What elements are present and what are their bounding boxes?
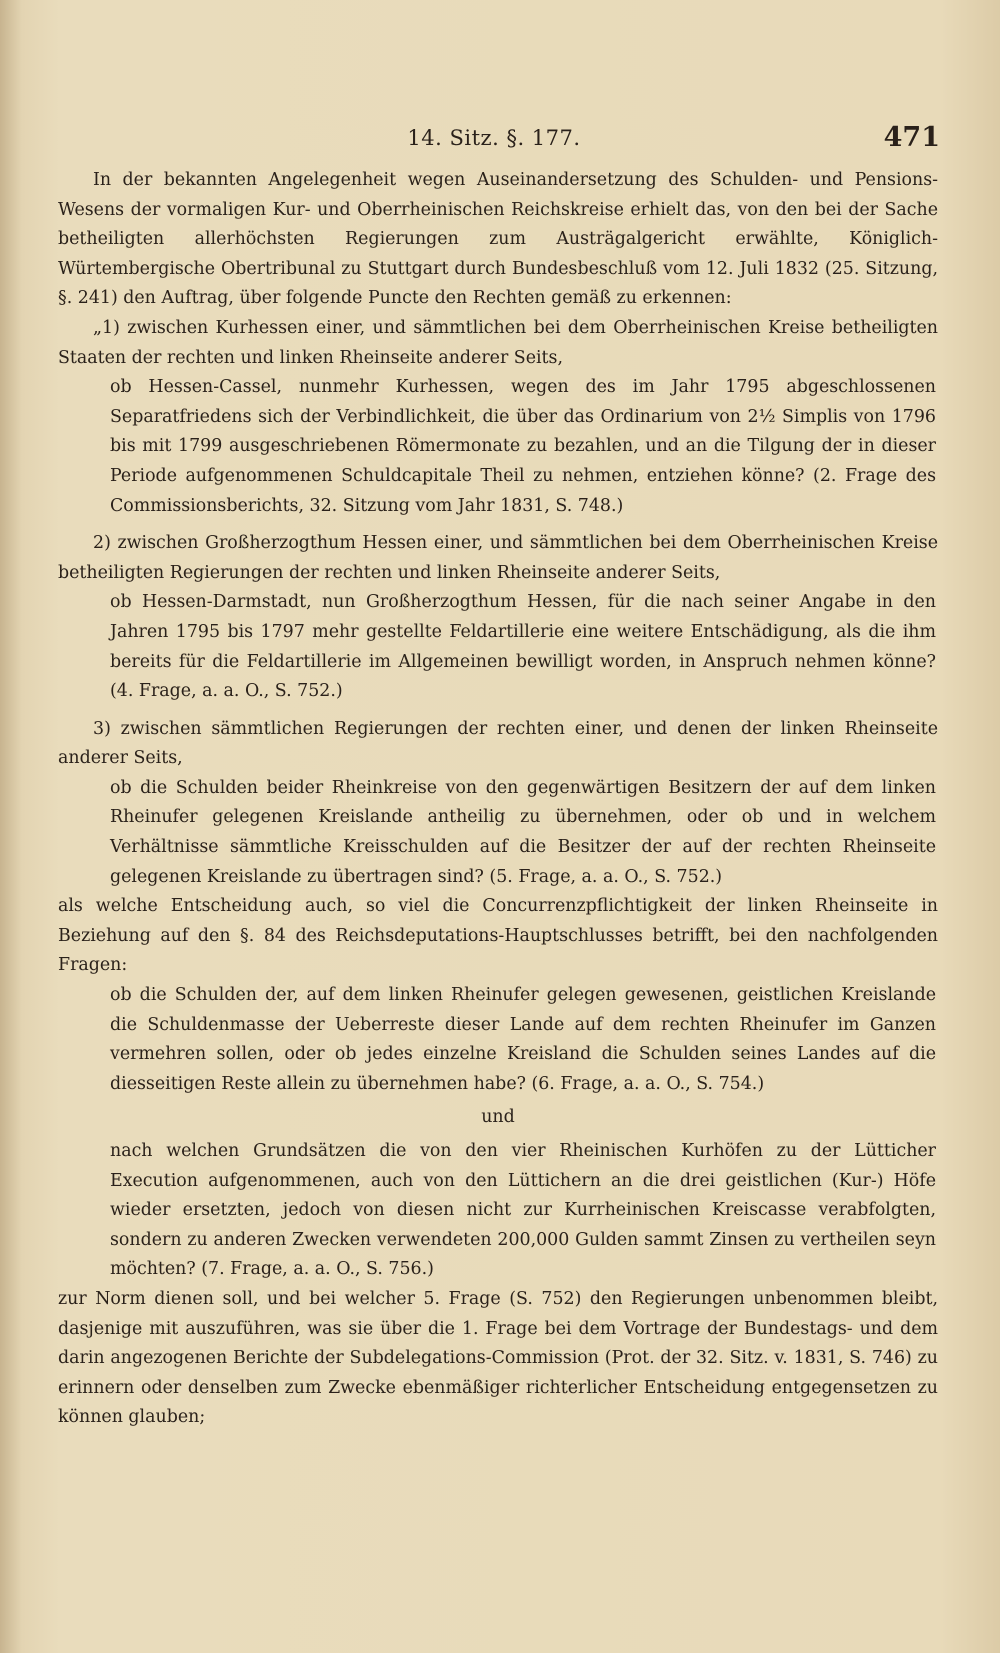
item-3-continuation: als welche Entscheidung auch, so viel die Concurrenzpflichtigkeit der linken Rheinseite in Beziehung auf den §. 84 des Reichsdeputations-Hauptschlusses betrifft, bei den nachfolgenden Fragen: — [58, 896, 938, 976]
connector-word: und — [481, 1107, 515, 1128]
closing-paragraph: zur Norm dienen soll, und bei welcher 5. Frage (S. 752) den Regierungen unbenommen bleibt, dasjenige mit auszuführen, was sie über die 1. Frage bei dem Vortrage der Bundestags- und dem darin angezogenen Berichte der Subdelegations-Commission (Prot. der 32. Sitz. v. 1831, S. 746) zu erinnern oder denselben zum Zwecke ebenmäßiger richterlicher Entscheidung entgegensetzen zu können glauben; — [58, 1288, 938, 1428]
item-2-parties: 2) zwischen Großherzogthum Hessen einer, und sämmtlichen bei dem Oberrheinischen Kreise betheiligten Regierungen der rechten und linken Rheinseite anderer Seits, — [58, 533, 938, 583]
item-3-question: ob die Schulden beider Rheinkreise von den gegenwärtigen Besitzern der auf dem linken Rheinufer gelegenen Kreislande antheilig zu übernehmen, oder ob und in welchem Verhältnisse sämmtliche Kreisschulden auf die Besitzer der auf der rechten Rheinseite gelegenen Kreislande zu übertragen sind? (5. Frage, a. a. O., S. 752.) — [110, 777, 936, 887]
intro-paragraph: In der bekannten Angelegenheit wegen Auseinandersetzung des Schulden- und Pensions-Wesens der vormaligen Kur- und Oberrheinischen Reichskreise erhielt das, von den bei der Sache betheiligten allerhöchsten Regierungen zum Austrägalgericht erwählte, Königlich-Würtembergische Obertribunal zu Stuttgart durch Bundesbeschluß vom 12. Juli 1832 (25. Sitzung, §. 241) den Auftrag, über folgende Puncte den Rechten gemäß zu erkennen: — [58, 170, 938, 309]
page-header — [48, 122, 940, 162]
question-7: nach welchen Grundsätzen die von den vier Rheinischen Kurhöfen zu der Lütticher Execution aufgenommenen, auch von den Lüttichern an die drei geistlichen (Kur-) Höfe wieder ersetzten, jedoch von diesen nicht zur Kurrheinischen Kreiscasse verabfolgten, sondern zu anderen Zwecken verwendeten 200,000 Gulden sammt Zinsen zu vertheilen seyn möchten? (7. Frage, a. a. O., S. 756.) — [110, 1141, 936, 1280]
question-6: ob die Schulden der, auf dem linken Rheinufer gelegen gewesenen, geistlichen Kreislande die Schuldenmasse der Ueberreste dieser Lande auf dem rechten Rheinufer im Ganzen vermehren sollen, oder ob jedes einzelne Kreisland die Schulden seines Landes auf die diesseitigen Reste allein zu übernehmen habe? (6. Frage, a. a. O., S. 754.) — [110, 985, 936, 1094]
item-3-parties: 3) zwischen sämmtlichen Regierungen der rechten einer, und denen der linken Rheinseite anderer Seits, — [58, 718, 938, 769]
page-number: 471 — [883, 122, 940, 153]
item-2-question: ob Hessen-Darmstadt, nun Großherzogthum Hessen, für die nach seiner Angabe in den Jahren 1795 bis 1797 mehr gestellte Feldartillerie eine weitere Entschädigung, als die ihm bereits für die Feldartillerie im Allgemeinen bewilligt worden, in Anspruch nehmen könne? (4. Frage, a. a. O., S. 752.) — [110, 592, 936, 702]
body-text — [58, 166, 938, 1433]
item-1-question: ob Hessen-Cassel, nunmehr Kurhessen, wegen des im Jahr 1795 abgeschlossenen Separatfriedens sich der Verbindlichkeit, die über das Ordinarium von 2½ Simplis von 1796 bis mit 1799 ausgeschriebenen Römermonate zu bezahlen, und an die Tilgung der in dieser Periode aufgenommenen Schuldcapitale Theil zu nehmen, entziehen könne? (2. Frage des Commissionsberichts, 32. Sitzung vom Jahr 1831, S. 748.) — [110, 377, 936, 516]
running-title: 14. Sitz. §. 177. — [407, 126, 581, 150]
item-1-parties: „1) zwischen Kurhessen einer, und sämmtlichen bei dem Oberrheinischen Kreise betheiligten Staaten der rechten und linken Rheinseite anderer Seits, — [58, 317, 938, 368]
